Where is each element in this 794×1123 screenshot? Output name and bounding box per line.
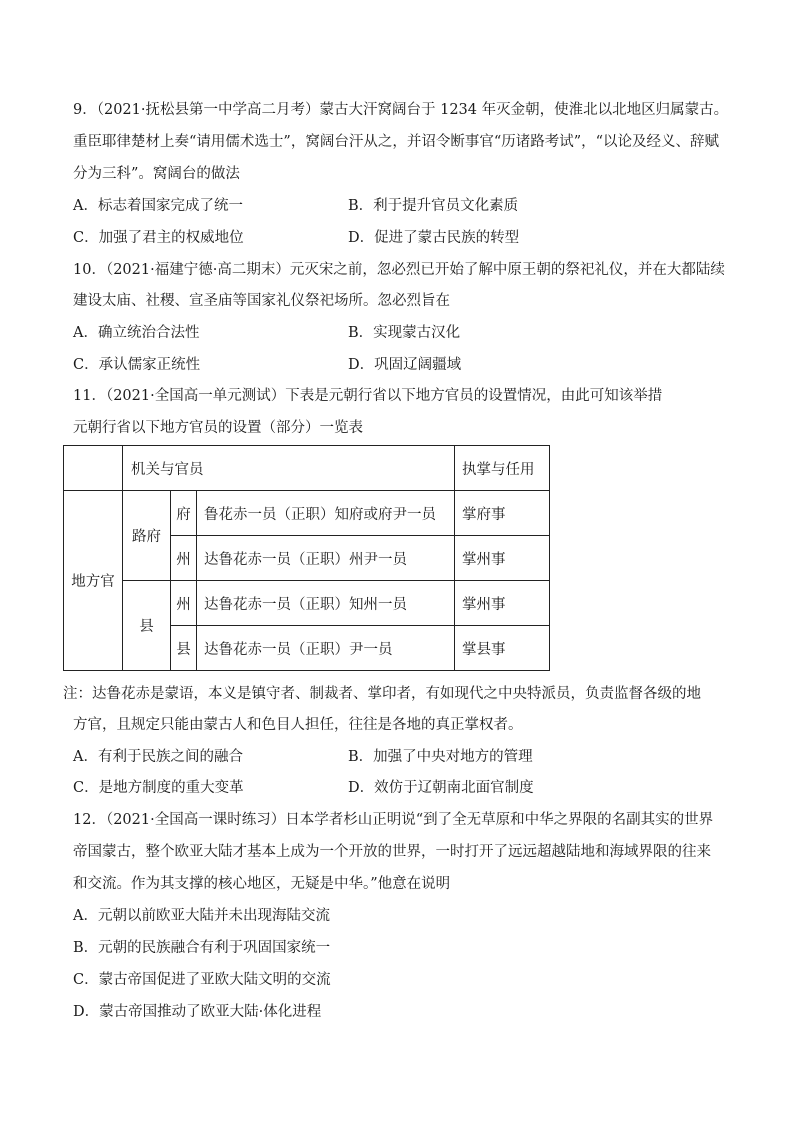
officials-cell: 达鲁花赤一员（正职）尹一员 [197, 626, 455, 671]
header-blank-cell [64, 446, 123, 491]
q12-option-a[interactable]: A．元朝以前欧亚大陆并未出现海陆交流 [73, 908, 330, 924]
q12-option-d[interactable]: D．蒙古帝国推动了欧亚大陆·体化进程 [73, 1004, 322, 1020]
officials-cell: 达鲁花赤一员（正职）州尹一员 [197, 536, 455, 581]
q11-option-d[interactable]: D．效仿于辽朝南北面官制度 [348, 780, 534, 796]
q9-stem-line-3: 分为三科”。窝阔台的做法 [73, 166, 240, 182]
q10-stem-line-1: 10．（2021·福建宁德·高二期末）元灭宋之前，忽必烈已开始了解中原王朝的祭祀礼仪，并在大都陆续 [73, 262, 725, 278]
q12-stem-line-3: 和交流。作为其支撑的核心地区，无疑是中华。”他意在说明 [73, 876, 451, 892]
unit-cell: 府 [171, 491, 197, 536]
subgroup-lufu: 路府 [123, 491, 171, 581]
officials-cell: 达鲁花赤一员（正职）知州一员 [197, 581, 455, 626]
duty-cell: 掌县事 [455, 626, 550, 671]
q11-option-a[interactable]: A．有利于民族之间的融合 [73, 749, 243, 765]
duty-cell: 掌州事 [455, 536, 550, 581]
q10-option-d[interactable]: D．巩固辽阔疆域 [348, 357, 462, 373]
q11-table-title: 元朝行省以下地方官员的设置（部分）一览表 [73, 420, 363, 436]
q12-stem-line-2: 帝国蒙古，整个欧亚大陆才基本上成为一个开放的世界，一时打开了远远超越陆地和海域界限的往来 [73, 844, 711, 860]
duty-cell: 掌州事 [455, 581, 550, 626]
q9-stem-line-1: 9．（2021·抚松县第一中学高二月考）蒙古大汗窝阔台于 1234 年灭金朝，使淮北以北地区归属蒙古。 [73, 102, 729, 118]
officials-cell: 鲁花赤一员（正职）知府或府尹一员 [197, 491, 455, 536]
unit-cell: 州 [171, 581, 197, 626]
header-organs-officials: 机关与官员 [123, 446, 455, 491]
q12-option-b[interactable]: B．元朝的民族融合有利于巩固国家统一 [73, 940, 331, 956]
officials-table [63, 445, 550, 671]
q12-stem-line-1: 12．（2021·全国高一课时练习）日本学者杉山正明说“到了全无草原和中华之界限的名副其实的世界 [73, 812, 714, 828]
q9-option-a[interactable]: A．标志着国家完成了统一 [73, 198, 243, 214]
q10-option-c[interactable]: C．承认儒家正统性 [73, 357, 201, 373]
q11-option-c[interactable]: C．是地方制度的重大变革 [73, 780, 244, 796]
q9-option-d[interactable]: D．促进了蒙古民族的转型 [348, 230, 520, 246]
unit-cell: 州 [171, 536, 197, 581]
q10-option-a[interactable]: A．确立统治合法性 [73, 325, 200, 341]
q12-option-c[interactable]: C．蒙古帝国促进了亚欧大陆文明的交流 [73, 972, 331, 988]
group-local-officials: 地方官 [64, 491, 123, 671]
q9-stem-line-2: 重臣耶律楚材上奏“请用儒术选士”，窝阔台汗从之，并诏令断事官“历诸路考试”，“以论及经义、辞赋 [73, 134, 720, 150]
q11-note-line-1: 注：达鲁花赤是蒙语，本义是镇守者、制裁者、掌印者，有如现代之中央特派员，负责监督各级的地 [63, 686, 701, 702]
q9-option-b[interactable]: B．利于提升官员文化素质 [348, 198, 519, 214]
table-row [64, 491, 550, 536]
duty-cell: 掌府事 [455, 491, 550, 536]
q11-option-b[interactable]: B．加强了中央对地方的管理 [348, 749, 533, 765]
q9-option-c[interactable]: C．加强了君主的权威地位 [73, 230, 244, 246]
q10-option-b[interactable]: B．实现蒙古汉化 [348, 325, 461, 341]
q10-stem-line-2: 建设太庙、社稷、宣圣庙等国家礼仪祭祀场所。忽必烈旨在 [73, 293, 450, 309]
unit-cell: 县 [171, 626, 197, 671]
table-row [64, 581, 550, 626]
subgroup-county: 县 [123, 581, 171, 671]
q11-stem-line-1: 11．（2021·全国高一单元测试）下表是元朝行省以下地方官员的设置情况，由此可知该举措 [73, 388, 663, 404]
table-header-row [64, 446, 550, 491]
header-duties: 执掌与任用 [455, 446, 550, 491]
q11-note-line-2: 方官，且规定只能由蒙古人和色目人担任，往往是各地的真正掌权者。 [73, 717, 523, 733]
